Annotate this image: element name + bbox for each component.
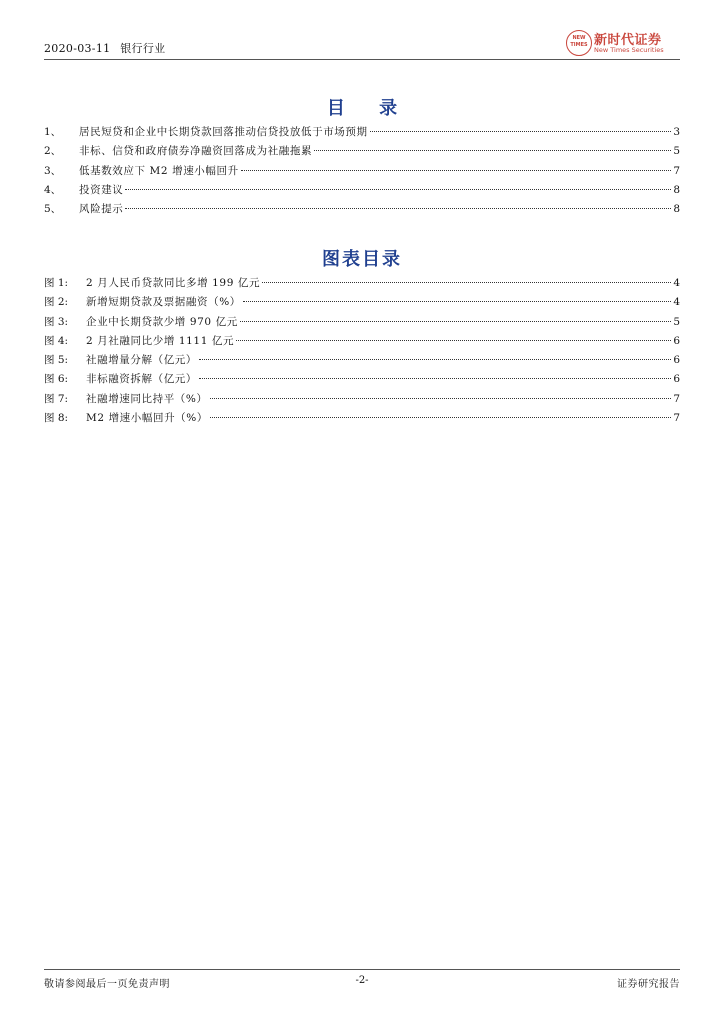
entry-number: 图 5: (44, 354, 69, 367)
leader-dots (240, 321, 671, 322)
leader-dots (243, 301, 671, 302)
industry-name: 银行行业 (120, 42, 166, 55)
entry-title: 社融增速同比持平（%） (86, 392, 208, 405)
figure-entry[interactable] (44, 410, 680, 429)
disclaimer-note: 敬请参阅最后一页免责声明 (44, 979, 170, 990)
entry-page: 8 (673, 203, 680, 216)
toc-entry[interactable] (44, 163, 680, 182)
entry-number: 图 4: (44, 334, 69, 347)
entry-number: 图 2: (44, 296, 69, 309)
report-type: 证券研究报告 (617, 979, 680, 990)
page-header (44, 28, 680, 60)
toc-entry[interactable] (44, 182, 680, 201)
figure-entry[interactable] (44, 352, 680, 371)
header-divider (44, 59, 680, 60)
entry-page: 5 (673, 145, 680, 158)
logo-english-name: New Times Securities (594, 46, 664, 54)
entry-number: 图 6: (44, 373, 69, 386)
figures-toc-title: 图表目录 (322, 249, 402, 270)
entry-title: 社融增量分解（亿元） (86, 354, 197, 367)
entry-page: 8 (673, 183, 680, 196)
leader-dots (199, 378, 671, 379)
entry-page: 5 (673, 315, 680, 328)
entry-title: 投资建议 (79, 183, 124, 196)
entry-title: 非标、信贷和政府债券净融资回落成为社融拖累 (79, 145, 313, 158)
entry-page: 3 (673, 126, 680, 138)
entry-number: 1、 (44, 126, 62, 138)
figure-entry[interactable] (44, 314, 680, 333)
entry-title: 企业中长期贷款少增 970 亿元 (86, 315, 238, 328)
leader-dots (241, 170, 672, 171)
entry-page: 7 (673, 164, 680, 177)
figure-entry[interactable] (44, 294, 680, 313)
header-info (44, 40, 165, 56)
entry-number: 图 3: (44, 315, 69, 328)
figure-entry[interactable] (44, 333, 680, 352)
leader-dots (210, 398, 672, 399)
page-footer (44, 975, 680, 989)
leader-dots (125, 208, 671, 209)
entry-title: 非标融资拆解（亿元） (86, 373, 197, 386)
toc-entry[interactable] (44, 201, 680, 220)
entry-page: 6 (673, 334, 680, 347)
toc-title: 目 录 (326, 98, 412, 119)
toc-entry[interactable] (44, 143, 680, 162)
entry-number: 4、 (44, 183, 62, 196)
leader-dots (370, 131, 672, 132)
figures-toc-list (44, 275, 680, 429)
entry-number: 图 7: (44, 392, 69, 405)
entry-page: 6 (673, 354, 680, 367)
entry-title: 2 月人民币贷款同比多增 199 亿元 (86, 277, 261, 289)
company-logo (560, 28, 680, 58)
leader-dots (236, 340, 671, 341)
entry-page: 4 (673, 296, 680, 309)
entry-page: 7 (673, 392, 680, 405)
leader-dots (210, 417, 671, 418)
toc-entry[interactable] (44, 124, 680, 143)
leader-dots (314, 150, 671, 151)
figure-entry[interactable] (44, 275, 680, 294)
page-number: -2- (355, 975, 369, 986)
leader-dots (262, 282, 671, 283)
entry-number: 图 1: (44, 277, 69, 289)
entry-title: 居民短贷和企业中长期贷款回落推动信贷投放低于市场预期 (79, 126, 368, 138)
footer-divider (44, 969, 680, 970)
entry-page: 6 (673, 373, 680, 386)
entry-title: 新增短期贷款及票据融资（%） (86, 296, 241, 309)
entry-page: 4 (673, 277, 680, 289)
entry-number: 图 8: (44, 412, 69, 425)
entry-number: 2、 (44, 145, 62, 158)
entry-title: 低基数效应下 M2 增速小幅回升 (79, 164, 239, 177)
figure-entry[interactable] (44, 391, 680, 410)
entry-number: 3、 (44, 164, 62, 177)
toc-list (44, 124, 680, 220)
entry-title: 风险提示 (79, 203, 124, 216)
logo-chinese-name: 新时代证券 (594, 33, 662, 48)
leader-dots (125, 189, 671, 190)
leader-dots (199, 359, 671, 360)
report-date: 2020-03-11 (44, 42, 111, 55)
entry-title: M2 增速小幅回升（%） (86, 412, 208, 425)
entry-title: 2 月社融同比少增 1111 亿元 (86, 334, 235, 347)
entry-number: 5、 (44, 203, 62, 216)
logo-badge-icon: NEW TIMES (566, 30, 592, 56)
figure-entry[interactable] (44, 371, 680, 390)
entry-page: 7 (673, 412, 680, 425)
